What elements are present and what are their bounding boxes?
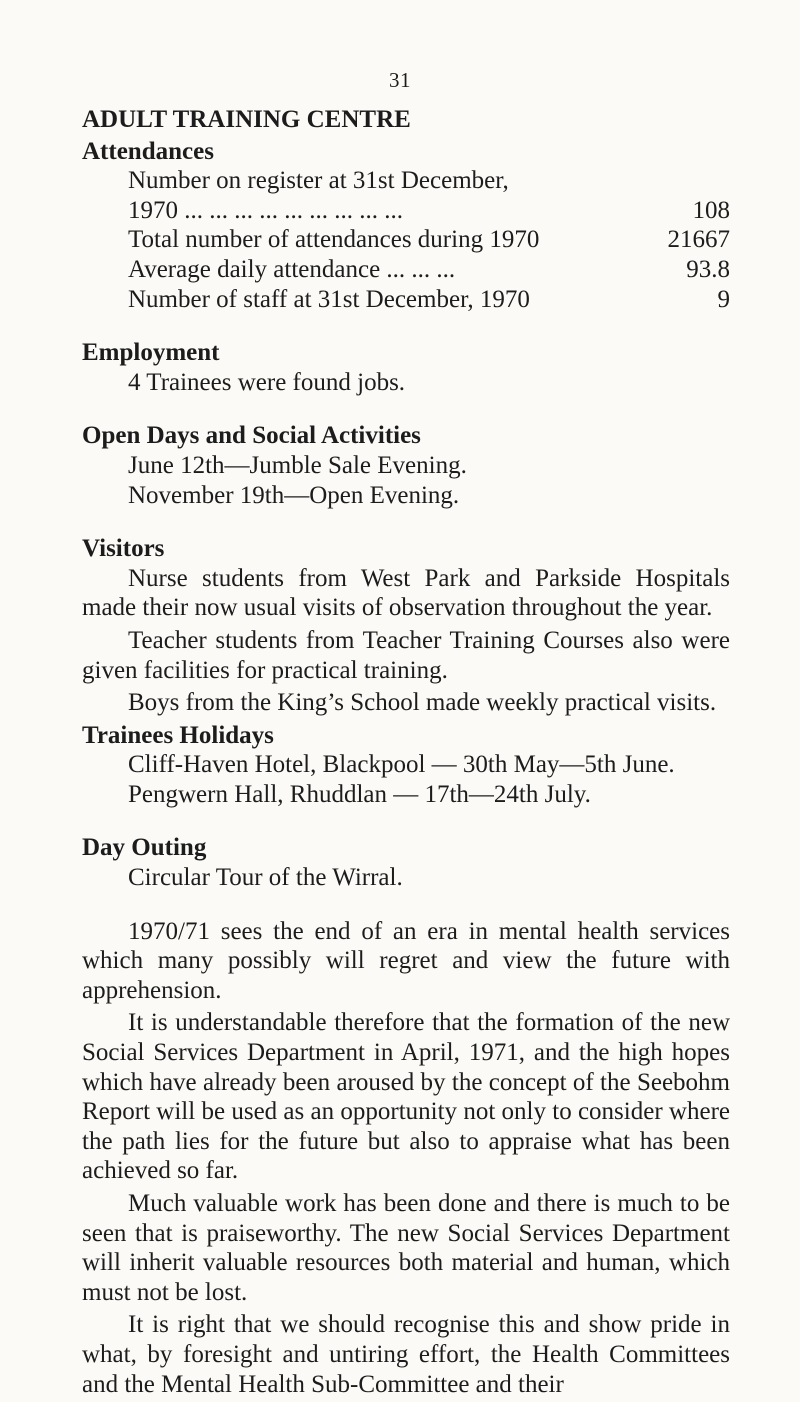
holiday-item: Cliff-Haven Hotel, Blackpool — 30th May—5th June. [128,751,675,779]
trainees-holidays-section [82,721,730,810]
total-attendances-label: Total number of attendances during 1970 [128,226,540,254]
visitors-heading: Visitors [82,535,165,563]
attendances-heading: Attendances [82,137,214,165]
day-outing-heading: Day Outing [82,834,207,862]
visitors-section [82,534,730,718]
closing-paragraph: 1970/71 sees the end of an era in mental health services which many possibly will regret and view the future with apprehension. [82,917,730,1004]
staff-count-label: Number of staff at 31st December, 1970 [128,285,530,313]
document-title: ADULT TRAINING CENTRE [82,106,411,133]
day-outing-text: Circular Tour of the Wirral. [128,864,403,892]
register-value: 108 [692,196,730,224]
total-attendances-value: 21667 [667,226,730,254]
day-outing-section [82,833,730,892]
closing-section [82,917,730,1400]
total-attendances-row [128,225,730,255]
register-label-line1: Number on register at 31st December, [128,167,509,195]
holiday-item: Pengwern Hall, Rhuddlan — 17th—24th July. [128,780,591,808]
trainees-holidays-heading: Trainees Holidays [82,721,274,749]
staff-count-value: 9 [717,285,730,313]
closing-paragraph: Much valuable work has been done and there is much to be seen that is praiseworthy. The new Social Services Department will inherit valuable resources both material and human, which must not be lost. [82,1190,730,1306]
register-row [128,196,730,226]
staff-count-row [128,285,730,315]
open-days-item: November 19th—Open Evening. [128,481,460,509]
employment-heading: Employment [82,339,220,367]
employment-text: 4 Trainees were found jobs. [128,368,406,396]
open-days-item: June 12th—Jumble Sale Evening. [128,451,467,479]
visitors-paragraph: Boys from the King’s School made weekly practical visits. [128,689,717,717]
average-attendance-label: Average daily attendance ... ... ... [128,255,456,283]
open-days-heading: Open Days and Social Activities [82,422,421,450]
visitors-paragraph: Nurse students from West Park and Parkside Hospitals made their now usual visits of observation throughout the year. [82,564,730,622]
average-attendance-value: 93.8 [686,255,730,283]
document-body [82,105,730,1402]
page-number: 31 [389,68,411,92]
closing-paragraph: It is right that we should recognise this and show pride in what, by foresight and untiring effort, the Health Committees and the Mental Health Sub-Committee and their [82,1311,730,1398]
visitors-paragraph: Teacher students from Teacher Training Courses also were given facilities for practical training. [82,626,730,684]
employment-section [82,338,730,397]
attendances-section [82,137,730,315]
register-label-line2: 1970 ... ... ... ... ... ... ... ... ... [128,196,403,224]
average-attendance-row [128,255,730,285]
open-days-section [82,421,730,510]
closing-paragraph: It is understandable therefore that the formation of the new Social Services Department in April, 1971, and the high hopes which have already been aroused by the concept of the Seebohm Report will be used as an opportunity not only to consider where the path lies for the future but also to appraise what has been achieved so far. [82,1009,730,1185]
